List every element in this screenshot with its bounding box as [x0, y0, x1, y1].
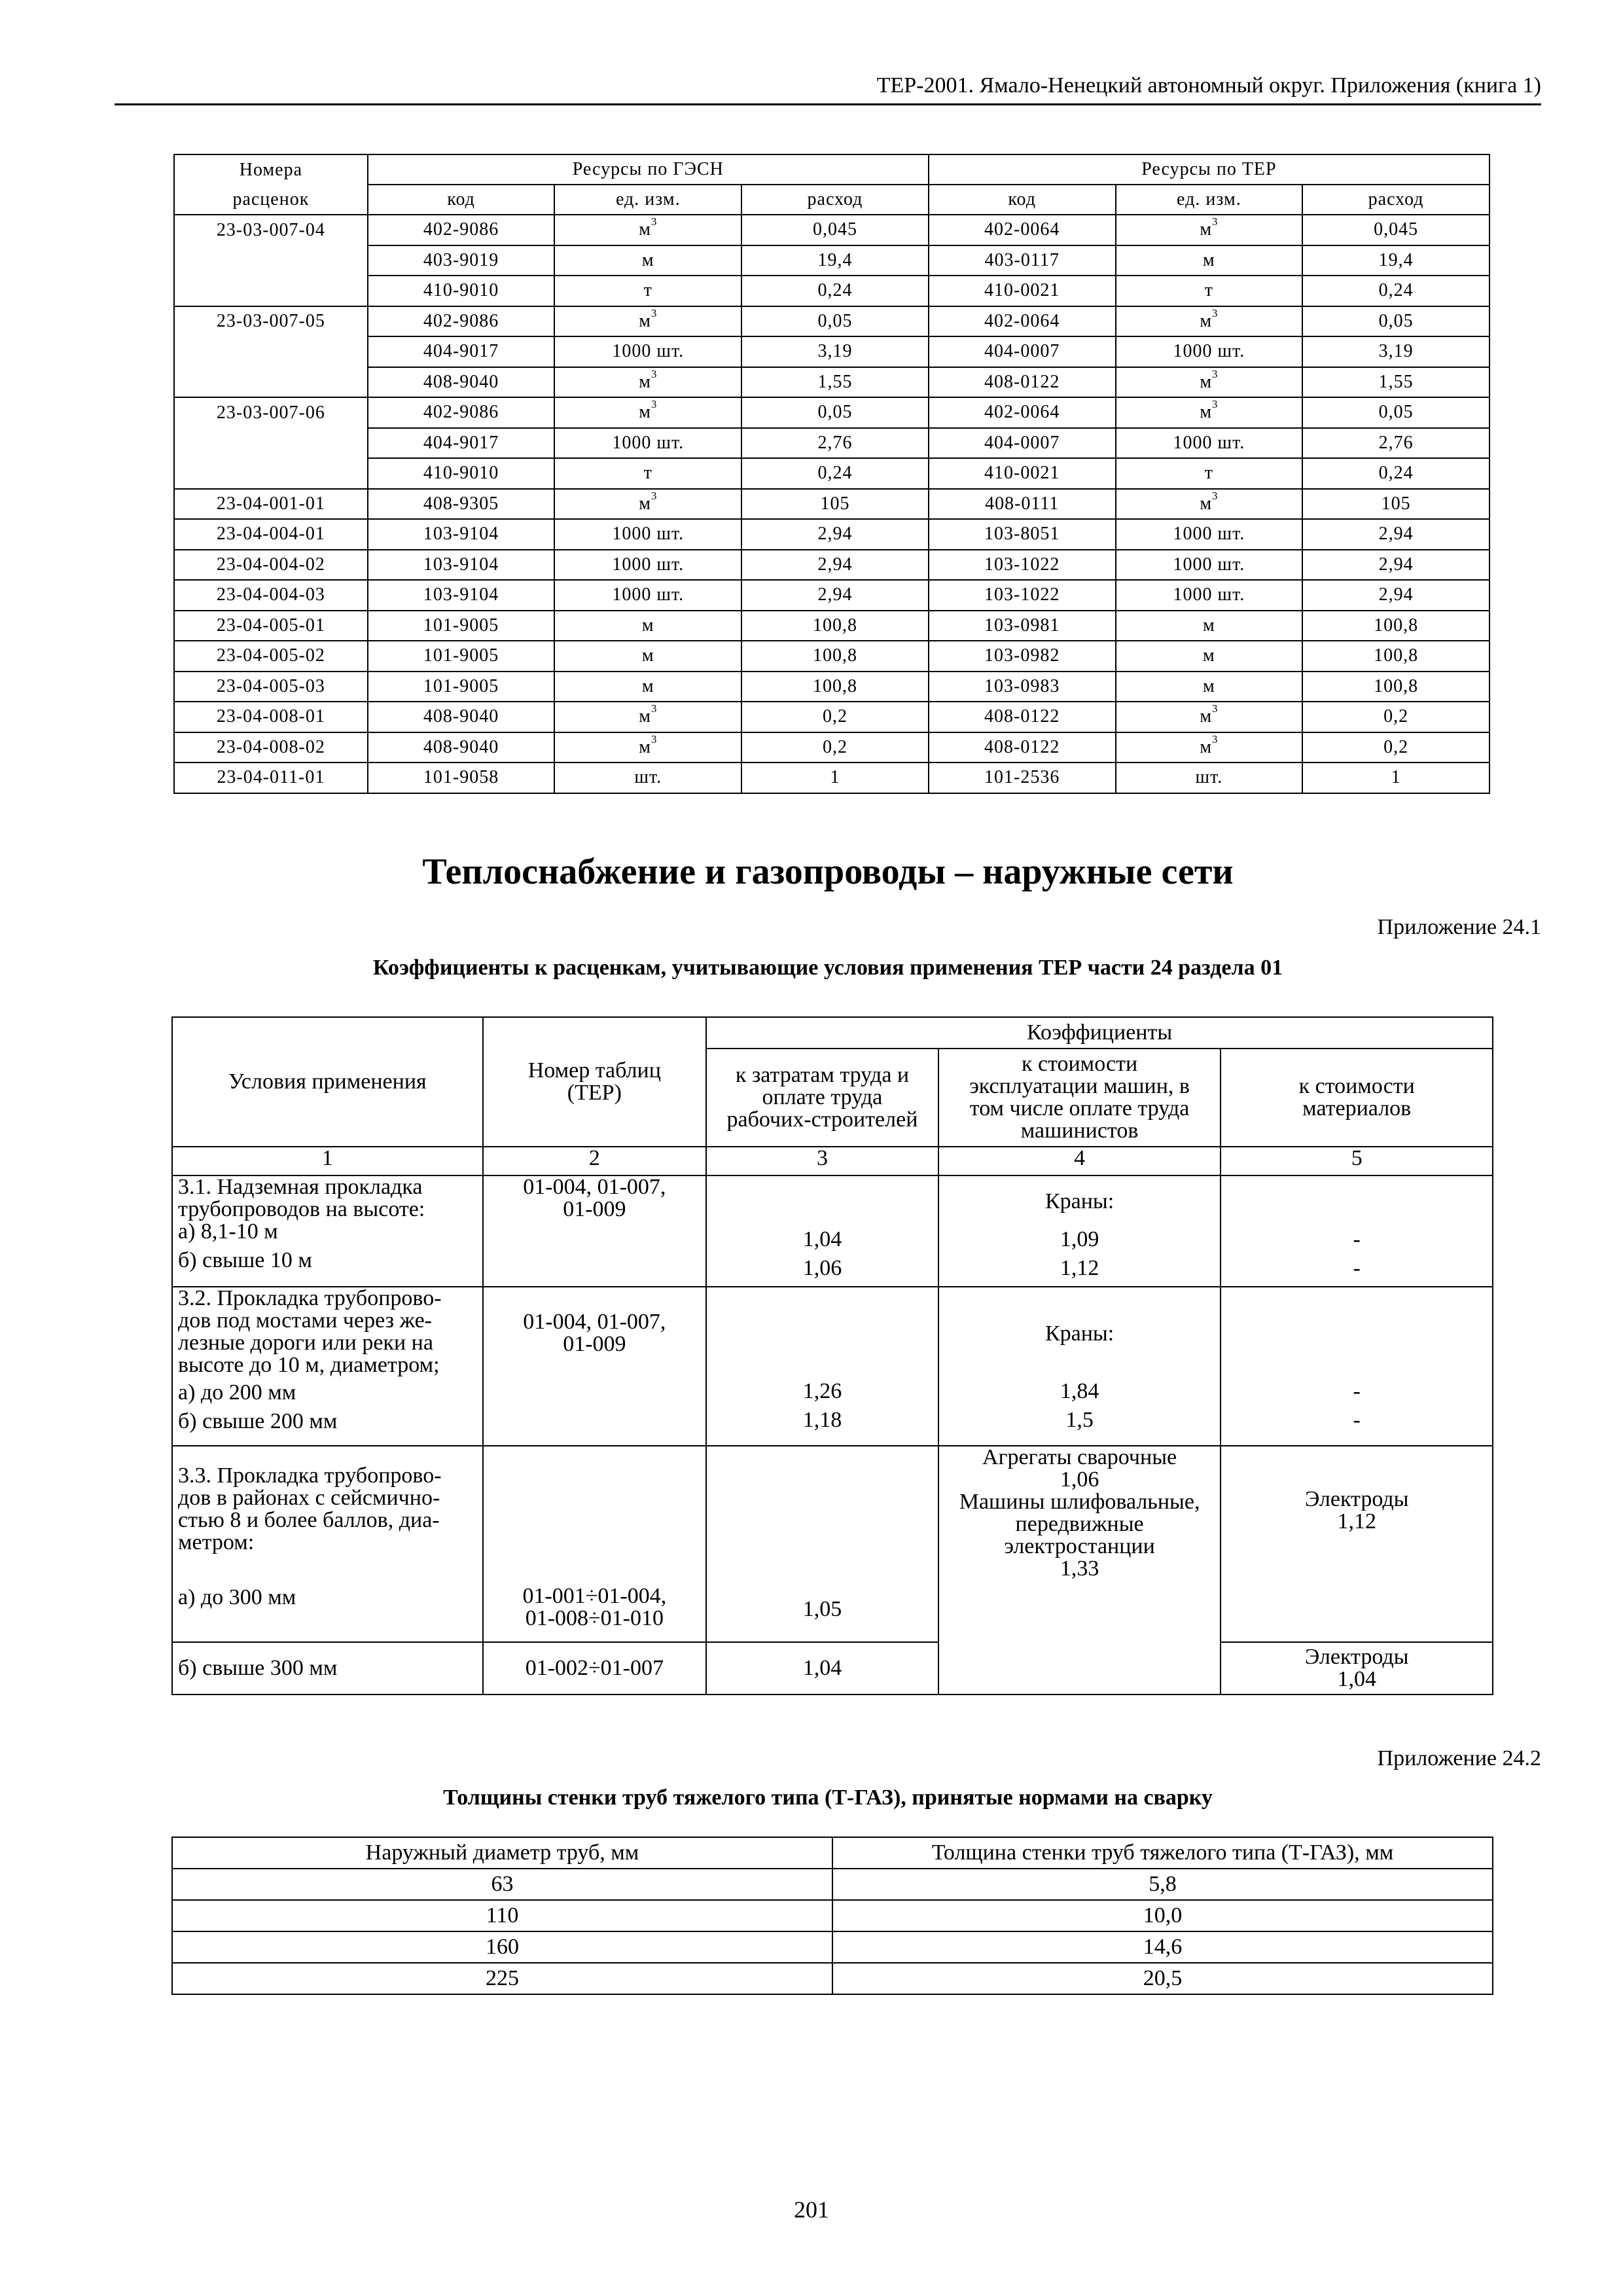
column-number-1: 1: [172, 1147, 483, 1175]
table-row: [174, 672, 1489, 702]
ter-consumption-cell: 2,76: [1302, 428, 1489, 459]
gesn-consumption-cell: 100,8: [741, 611, 929, 641]
unit-exponent: 3: [1212, 732, 1219, 745]
gesn-unit-cell: 1000 шт.: [554, 428, 741, 459]
unit-exponent: 3: [1212, 306, 1219, 319]
ter-consumption-cell: 0,24: [1302, 458, 1489, 489]
ter-consumption-cell: 1: [1302, 762, 1489, 793]
ter-unit-header: ед. изм.: [1116, 185, 1303, 215]
gesn-unit-cell: шт.: [554, 762, 741, 793]
unit-exponent: 3: [651, 702, 658, 715]
rate-number-cell: [174, 428, 368, 459]
unit-exponent: 3: [1212, 489, 1219, 502]
diameter-cell: 225: [172, 1963, 832, 1994]
gesn-code-cell: 410-9010: [368, 276, 555, 306]
table-row: [172, 1175, 1493, 1287]
rate-number-cell: [174, 458, 368, 489]
ter-code-cell: 410-0021: [929, 458, 1116, 489]
gesn-consumption-cell: 3,19: [741, 336, 929, 367]
ter-unit-cell: 1000 шт.: [1116, 519, 1303, 550]
ter-unit-cell: $м^3$: [1116, 367, 1303, 398]
gesn-consumption-cell: 100,8: [741, 672, 929, 702]
resources-table-body: [174, 215, 1489, 793]
table-row: [174, 580, 1489, 611]
page-number: 201: [794, 2197, 829, 2223]
labor-3-1: 1,04 1,06: [706, 1175, 938, 1287]
gesn-code-cell: 103-9104: [368, 580, 555, 611]
ter-unit-cell: м: [1116, 245, 1303, 276]
wall-thickness-table-body: [172, 1869, 1493, 1994]
coefficients-table: [171, 1016, 1493, 1695]
gesn-code-cell: 408-9305: [368, 489, 555, 520]
table-row: [172, 1931, 1493, 1963]
gesn-unit-cell: 1000 шт.: [554, 519, 741, 550]
ter-unit-cell: 1000 шт.: [1116, 428, 1303, 459]
gesn-unit-cell: 1000 шт.: [554, 550, 741, 581]
tables-3-1: 01-004, 01-007, 01-009: [483, 1175, 707, 1287]
labor-coeff-header: к затратам труда и оплате труда рабочих-строителей: [706, 1049, 938, 1147]
appendix-caption-24-2: Толщины стенки труб тяжелого типа (Т-ГАЗ), принятые нормами на сварку: [443, 1785, 1213, 1810]
appendix-caption-24-1: Коэффициенты к расценкам, учитывающие условия применения ТЕР части 24 раздела 01: [372, 956, 1283, 980]
table-header-row: [174, 154, 1489, 185]
resources-table: [173, 154, 1490, 794]
rate-number-cell: [174, 245, 368, 276]
gesn-consumption-cell: 1,55: [741, 367, 929, 398]
table-row: [172, 1287, 1493, 1446]
ter-unit-cell: м: [1116, 672, 1303, 702]
conditions-header: Условия применения: [172, 1017, 483, 1147]
ter-consumption-cell: 0,045: [1302, 215, 1489, 245]
machines-coeff-header: к стоимости эксплуатации машин, в том числе оплате труда машинистов: [938, 1049, 1221, 1147]
thickness-cell: 14,6: [832, 1931, 1493, 1963]
gesn-code-cell: 408-9040: [368, 367, 555, 398]
table-row: [174, 215, 1489, 245]
rate-number-cell: [174, 276, 368, 306]
tables-3-2: 01-004, 01-007, 01-009: [483, 1287, 707, 1446]
gesn-code-cell: 103-9104: [368, 550, 555, 581]
appendix-label-24-2: Приложение 24.2: [1377, 1746, 1541, 1770]
labor-3-3b: 1,04: [706, 1642, 938, 1695]
column-number-4: 4: [938, 1147, 1221, 1175]
ter-code-cell: 101-2536: [929, 762, 1116, 793]
ter-code-cell: 103-1022: [929, 550, 1116, 581]
gesn-unit-cell: $м^3$: [554, 702, 741, 732]
thickness-cell: 5,8: [832, 1869, 1493, 1900]
gesn-code-cell: 403-9019: [368, 245, 555, 276]
gesn-code-cell: 408-9040: [368, 732, 555, 763]
ter-unit-cell: 1000 шт.: [1116, 550, 1303, 581]
gesn-unit-cell: $м^3$: [554, 306, 741, 337]
gesn-unit-cell: $м^3$: [554, 489, 741, 520]
gesn-consumption-cell: 2,94: [741, 550, 929, 581]
ter-consumption-cell: 2,94: [1302, 580, 1489, 611]
ter-unit-cell: шт.: [1116, 762, 1303, 793]
rate-number-cell: 23-03-007-04: [174, 215, 368, 245]
gesn-consumption-cell: 100,8: [741, 641, 929, 672]
ter-unit-cell: $м^3$: [1116, 306, 1303, 337]
table-row: [172, 1963, 1493, 1994]
gesn-code-cell: 101-9058: [368, 762, 555, 793]
gesn-unit-header: ед. изм.: [554, 185, 741, 215]
rate-number-cell: 23-04-004-01: [174, 519, 368, 550]
ter-unit-cell: $м^3$: [1116, 702, 1303, 732]
ter-unit-cell: 1000 шт.: [1116, 580, 1303, 611]
labor-3-3a: 1,05: [706, 1446, 938, 1642]
column-number-5: 5: [1221, 1147, 1493, 1175]
ter-code-cell: 402-0064: [929, 215, 1116, 245]
rate-number-cell: 23-04-005-02: [174, 641, 368, 672]
ter-code-cell: 402-0064: [929, 306, 1116, 337]
gesn-code-cell: 402-9086: [368, 215, 555, 245]
gesn-code-cell: 402-9086: [368, 397, 555, 428]
rate-number-cell: 23-04-005-01: [174, 611, 368, 641]
ter-unit-cell: т: [1116, 276, 1303, 306]
unit-exponent: 3: [1212, 398, 1219, 411]
column-number-2: 2: [483, 1147, 707, 1175]
ter-code-cell: 410-0021: [929, 276, 1116, 306]
gesn-group-header: Ресурсы по ГЭСН: [368, 154, 929, 185]
condition-3-2: 3.2. Прокладка трубопрово- дов под мостами через же- лезные дороги или реки на высоте до 10 м, диаметром; а) до 200 мм б) свыше 200 мм: [172, 1287, 483, 1446]
table-row: [174, 458, 1489, 489]
coefficients-header: Коэффициенты: [706, 1017, 1493, 1049]
table-row: [174, 306, 1489, 337]
gesn-consumption-cell: 2,94: [741, 519, 929, 550]
unit-exponent: 3: [1212, 367, 1219, 380]
ter-code-cell: 103-0982: [929, 641, 1116, 672]
gesn-code-cell: 101-9005: [368, 611, 555, 641]
rate-number-cell: 23-04-008-02: [174, 732, 368, 763]
running-title: ТЕР-2001. Ямало-Ненецкий автономный округ. Приложения (книга 1): [115, 73, 1541, 105]
table-row: [174, 732, 1489, 763]
table-row: [174, 762, 1489, 793]
machines-3-3: Агрегаты сварочные 1,06 Машины шлифовальные, передвижные электростанции 1,33: [938, 1446, 1221, 1695]
gesn-consumption-cell: 1: [741, 762, 929, 793]
column-number-row: [172, 1147, 1493, 1175]
rate-number-cell: 23-04-008-01: [174, 702, 368, 732]
table-row: [174, 702, 1489, 732]
ter-code-cell: 408-0122: [929, 732, 1116, 763]
gesn-unit-cell: 1000 шт.: [554, 580, 741, 611]
rate-number-cell: 23-03-007-05: [174, 306, 368, 337]
ter-code-cell: 408-0122: [929, 702, 1116, 732]
unit-exponent: 3: [651, 306, 658, 319]
ter-unit-cell: $м^3$: [1116, 489, 1303, 520]
ter-consumption-cell: 100,8: [1302, 672, 1489, 702]
gesn-code-cell: 101-9005: [368, 641, 555, 672]
gesn-unit-cell: м: [554, 611, 741, 641]
diameter-cell: 63: [172, 1869, 832, 1900]
gesn-consumption-cell: 0,2: [741, 702, 929, 732]
table-header-row: [172, 1837, 1493, 1869]
ter-consumption-cell: 100,8: [1302, 641, 1489, 672]
ter-code-cell: 404-0007: [929, 336, 1116, 367]
rate-number-cell: 23-04-001-01: [174, 489, 368, 520]
ter-consumption-cell: 2,94: [1302, 550, 1489, 581]
materials-3-3b: Электроды 1,04: [1221, 1642, 1493, 1695]
rate-number-cell: [174, 336, 368, 367]
gesn-code-cell: 402-9086: [368, 306, 555, 337]
gesn-unit-cell: м: [554, 641, 741, 672]
unit-exponent: 3: [1212, 702, 1219, 715]
table-row: [172, 1642, 1493, 1695]
diameter-cell: 160: [172, 1931, 832, 1963]
ter-consumption-cell: 0,24: [1302, 276, 1489, 306]
table-row: [174, 245, 1489, 276]
gesn-code-cell: 103-9104: [368, 519, 555, 550]
diameter-header: Наружный диаметр труб, мм: [172, 1837, 832, 1869]
materials-3-2: - -: [1221, 1287, 1493, 1446]
ter-code-cell: 402-0064: [929, 397, 1116, 428]
materials-3-1: - -: [1221, 1175, 1493, 1287]
ter-code-cell: 408-0111: [929, 489, 1116, 520]
rate-number-cell: 23-04-005-03: [174, 672, 368, 702]
table-row: [172, 1900, 1493, 1931]
section-title: Теплоснабжение и газопроводы – наружные сети: [422, 852, 1234, 892]
gesn-code-cell: 404-9017: [368, 336, 555, 367]
gesn-unit-cell: т: [554, 458, 741, 489]
unit-exponent: 3: [1212, 215, 1219, 228]
rate-number-cell: [174, 367, 368, 398]
gesn-consumption-cell: 0,24: [741, 276, 929, 306]
unit-exponent: 3: [651, 215, 658, 228]
table-header-row: [172, 1017, 1493, 1049]
table-row: [174, 336, 1489, 367]
table-row: [174, 276, 1489, 306]
ter-consumption-cell: 0,05: [1302, 397, 1489, 428]
ter-group-header: Ресурсы по ТЕР: [929, 154, 1489, 185]
ter-unit-cell: т: [1116, 458, 1303, 489]
gesn-consumption-cell: 0,05: [741, 306, 929, 337]
rate-number-cell: 23-04-004-03: [174, 580, 368, 611]
gesn-consumption-cell: 2,76: [741, 428, 929, 459]
machines-3-1: Краны: 1,09 1,12: [938, 1175, 1221, 1287]
gesn-consumption-cell: 0,24: [741, 458, 929, 489]
ter-unit-cell: м: [1116, 641, 1303, 672]
ter-consumption-header: расход: [1302, 185, 1489, 215]
wall-thickness-table: [171, 1837, 1493, 1995]
thickness-cell: 10,0: [832, 1900, 1493, 1931]
table-row: [174, 550, 1489, 581]
rate-number-cell: 23-03-007-06: [174, 397, 368, 428]
materials-3-3a: Электроды 1,12: [1221, 1446, 1493, 1642]
ter-unit-cell: $м^3$: [1116, 732, 1303, 763]
diameter-cell: 110: [172, 1900, 832, 1931]
ter-unit-cell: м: [1116, 611, 1303, 641]
ter-consumption-cell: 0,2: [1302, 732, 1489, 763]
gesn-code-header: код: [368, 185, 555, 215]
gesn-consumption-cell: 0,045: [741, 215, 929, 245]
gesn-code-cell: 408-9040: [368, 702, 555, 732]
ter-consumption-cell: 2,94: [1302, 519, 1489, 550]
table-number-header: Номер таблиц (ТЕР): [483, 1017, 707, 1147]
ter-code-cell: 103-0981: [929, 611, 1116, 641]
tables-3-3b: 01-002÷01-007: [483, 1642, 707, 1695]
table-row: [174, 397, 1489, 428]
gesn-consumption-cell: 105: [741, 489, 929, 520]
ter-code-header: код: [929, 185, 1116, 215]
ter-code-cell: 408-0122: [929, 367, 1116, 398]
gesn-code-cell: 101-9005: [368, 672, 555, 702]
gesn-unit-cell: т: [554, 276, 741, 306]
thickness-header: Толщина стенки труб тяжелого типа (Т-ГАЗ), мм: [832, 1837, 1493, 1869]
ter-consumption-cell: 0,05: [1302, 306, 1489, 337]
machines-3-2: Краны: 1,84 1,5: [938, 1287, 1221, 1446]
ter-code-cell: 103-0983: [929, 672, 1116, 702]
ter-consumption-cell: 19,4: [1302, 245, 1489, 276]
gesn-consumption-cell: 19,4: [741, 245, 929, 276]
gesn-code-cell: 404-9017: [368, 428, 555, 459]
unit-exponent: 3: [651, 732, 658, 745]
rate-number-cell: 23-04-011-01: [174, 762, 368, 793]
labor-3-2: 1,26 1,18: [706, 1287, 938, 1446]
gesn-consumption-cell: 0,2: [741, 732, 929, 763]
gesn-unit-cell: 1000 шт.: [554, 336, 741, 367]
col-rate-number-header: Номера: [174, 154, 368, 185]
ter-unit-cell: $м^3$: [1116, 215, 1303, 245]
table-row: [172, 1869, 1493, 1900]
ter-consumption-cell: 1,55: [1302, 367, 1489, 398]
gesn-unit-cell: м: [554, 245, 741, 276]
table-row: [174, 367, 1489, 398]
ter-code-cell: 103-1022: [929, 580, 1116, 611]
table-row: [174, 489, 1489, 520]
thickness-cell: 20,5: [832, 1963, 1493, 1994]
table-row: [172, 1446, 1493, 1642]
gesn-unit-cell: $м^3$: [554, 732, 741, 763]
gesn-code-cell: 410-9010: [368, 458, 555, 489]
gesn-unit-cell: $м^3$: [554, 397, 741, 428]
condition-3-3b: б) свыше 300 мм: [172, 1642, 483, 1695]
condition-3-1: 3.1. Надземная прокладка трубопроводов на высоте: а) 8,1-10 м б) свыше 10 м: [172, 1175, 483, 1287]
ter-consumption-cell: 100,8: [1302, 611, 1489, 641]
table-row: [174, 641, 1489, 672]
table-row: [174, 611, 1489, 641]
table-row: [174, 519, 1489, 550]
rate-number-cell: 23-04-004-02: [174, 550, 368, 581]
tables-3-3a: 01-001÷01-004, 01-008÷01-010: [483, 1446, 707, 1642]
condition-3-3: 3.3. Прокладка трубопрово- дов в районах с сейсмично- стью 8 и более баллов, диа- метром: а) до 300 мм: [172, 1446, 483, 1642]
materials-coeff-header: к стоимости материалов: [1221, 1049, 1493, 1147]
ter-unit-cell: 1000 шт.: [1116, 336, 1303, 367]
ter-consumption-cell: 3,19: [1302, 336, 1489, 367]
unit-exponent: 3: [651, 489, 658, 502]
gesn-consumption-header: расход: [741, 185, 929, 215]
gesn-unit-cell: м: [554, 672, 741, 702]
col-rate-number-header-2: расценок: [174, 185, 368, 215]
table-row: [174, 428, 1489, 459]
table-subheader-row: [174, 185, 1489, 215]
ter-code-cell: 403-0117: [929, 245, 1116, 276]
gesn-consumption-cell: 2,94: [741, 580, 929, 611]
column-number-3: 3: [706, 1147, 938, 1175]
unit-exponent: 3: [651, 398, 658, 411]
gesn-consumption-cell: 0,05: [741, 397, 929, 428]
ter-code-cell: 103-8051: [929, 519, 1116, 550]
appendix-label-24-1: Приложение 24.1: [1377, 915, 1541, 939]
gesn-unit-cell: $м^3$: [554, 215, 741, 245]
ter-code-cell: 404-0007: [929, 428, 1116, 459]
ter-consumption-cell: 0,2: [1302, 702, 1489, 732]
ter-consumption-cell: 105: [1302, 489, 1489, 520]
ter-unit-cell: $м^3$: [1116, 397, 1303, 428]
unit-exponent: 3: [651, 367, 658, 380]
gesn-unit-cell: $м^3$: [554, 367, 741, 398]
